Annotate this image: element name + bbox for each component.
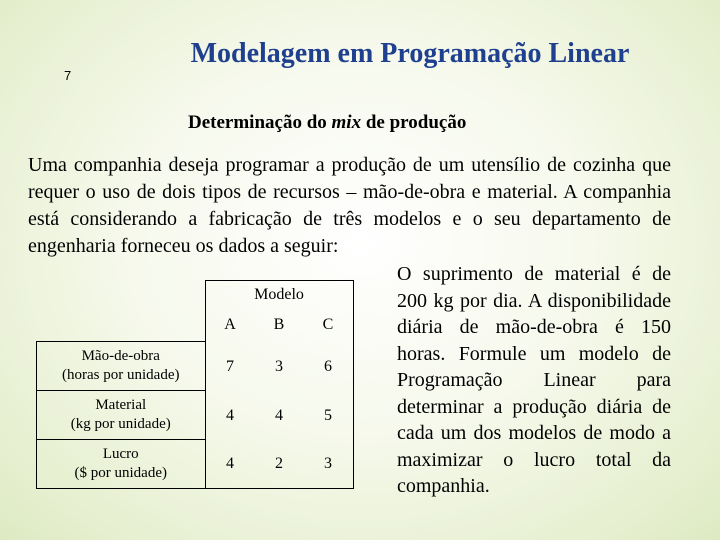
subtitle-after: de produção	[361, 112, 467, 133]
table-group-header: Modelo	[205, 281, 353, 310]
row-label-labor	[37, 342, 206, 391]
row-label-line2: ($ por unidade)	[74, 465, 167, 481]
cell-profit-a: 4	[205, 440, 255, 489]
cell-material-a: 4	[205, 391, 255, 440]
model-header-b: B	[273, 316, 285, 334]
table-row	[37, 342, 354, 391]
cell-labor-b: 3	[275, 357, 283, 375]
row-label-line1: Lucro	[102, 446, 139, 462]
row-label-line2: (kg por unidade)	[70, 416, 171, 432]
table-corner-2	[37, 309, 206, 342]
table-group-header-row	[37, 281, 354, 310]
slide-subtitle	[188, 112, 466, 134]
cell-labor-c: 6	[304, 342, 354, 391]
row-label-profit	[37, 440, 206, 489]
cell-profit-c: 3	[304, 440, 354, 489]
model-header-a: A	[205, 309, 255, 342]
cell-labor-a: 7	[205, 342, 255, 391]
slide-title: Modelagem em Programação Linear	[190, 38, 630, 69]
cell-material-b: 4	[275, 406, 283, 424]
table-model-header-row	[37, 309, 354, 342]
table-row	[37, 440, 354, 489]
side-paragraph: O suprimento de material é de 200 kg por dia. A disponibilidade diária de mão-de-obra é 150 horas. Formule um modelo de Programação Linear para determinar a produção diária de cada um dos modelos de modo a maximizar o lucro total da companhia.	[397, 263, 671, 497]
intro-paragraph: Uma companhia deseja programar a produção de um utensílio de cozinha que requer o uso de dois tipos de recursos – mão-de-obra e material. A companhia está considerando a fabricação de três modelos e o seu departamento de engenharia forneceu os dados a seguir:	[28, 154, 671, 257]
data-table	[36, 280, 354, 489]
model-header-c: C	[304, 309, 354, 342]
row-label-line1: Mão-de-obra	[81, 348, 160, 364]
row-label-material	[37, 391, 206, 440]
table-row	[37, 391, 354, 440]
cell-profit-b: 2	[255, 440, 304, 489]
subtitle-before: Determinação do	[188, 112, 332, 133]
cell-material-c: 5	[304, 391, 354, 440]
slide-number: 7	[64, 68, 72, 83]
row-label-line2: (horas por unidade)	[62, 367, 180, 383]
subtitle-emphasis: mix	[331, 112, 362, 133]
row-label-line1: Material	[95, 397, 147, 413]
table-corner	[37, 281, 206, 310]
